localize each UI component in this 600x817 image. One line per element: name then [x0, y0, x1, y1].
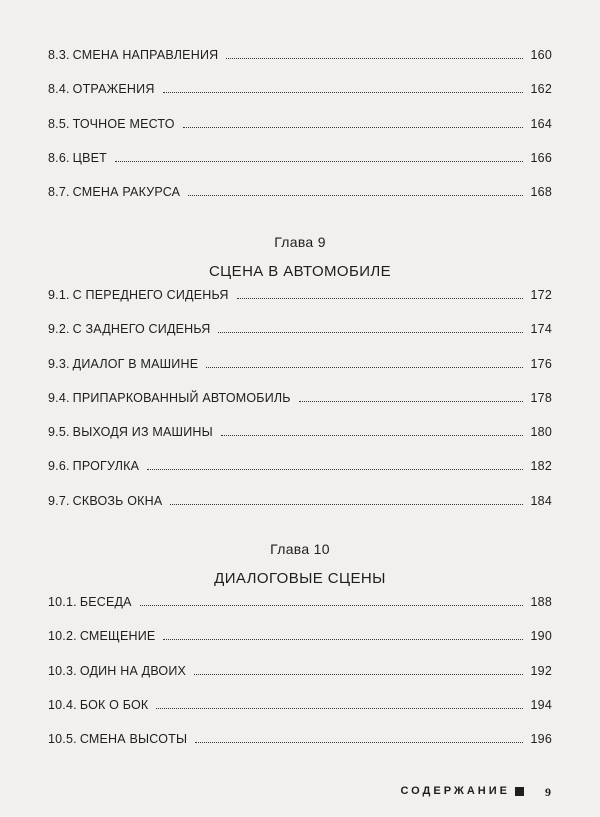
entry-number: 9.2.	[48, 322, 70, 337]
dot-leader	[194, 674, 522, 675]
entry-page-number: 174	[530, 322, 552, 337]
dot-leader	[221, 435, 523, 436]
toc-entry	[48, 185, 552, 219]
dot-leader	[156, 708, 522, 709]
dot-leader	[237, 298, 523, 299]
dot-leader	[163, 639, 522, 640]
entry-page-number: 188	[530, 595, 552, 609]
chapter-heading-9	[0, 234, 600, 280]
entry-number: 10.3.	[48, 663, 77, 678]
toc-entry	[48, 732, 552, 766]
entry-number: 9.7.	[48, 493, 70, 508]
dot-leader	[299, 401, 523, 402]
entry-page-number: 160	[530, 48, 552, 62]
dot-leader	[226, 58, 522, 59]
entry-number: 8.5.	[48, 116, 70, 131]
chapter-title: СЦЕНА В АВТОМОБИЛЕ	[208, 263, 392, 280]
entry-title: СМЕЩЕНИЕ	[79, 629, 156, 644]
entry-page-number: 196	[530, 732, 552, 747]
entry-number: 9.4.	[48, 390, 70, 405]
toc-entry	[48, 629, 552, 663]
entry-title: СМЕНА РАКУРСА	[72, 185, 181, 200]
toc-entry	[48, 391, 552, 425]
toc-entry	[48, 82, 552, 116]
dot-leader	[140, 605, 523, 606]
entry-number: 10.1.	[48, 595, 77, 609]
toc-entry	[48, 357, 552, 391]
toc-entry	[48, 48, 552, 82]
entry-title: ПРИПАРКОВАННЫЙ АВТОМОБИЛЬ	[72, 390, 291, 405]
entry-title: С ЗАДНЕГО СИДЕНЬЯ	[72, 322, 211, 337]
toc-entry	[48, 698, 552, 732]
dot-leader	[218, 332, 522, 333]
toc-section-chapter-10	[48, 595, 552, 766]
toc-entry	[48, 151, 552, 185]
dot-leader	[188, 195, 522, 196]
toc-entry	[48, 664, 552, 698]
entry-page-number: 184	[530, 493, 552, 508]
entry-page-number: 182	[530, 459, 552, 474]
entry-title: СМЕНА ВЫСОТЫ	[79, 732, 188, 747]
entry-number: 9.1.	[48, 288, 70, 302]
toc-entry	[48, 322, 552, 356]
entry-page-number: 194	[530, 697, 552, 712]
toc-entry	[48, 595, 552, 629]
chapter-label: Глава 9	[274, 234, 326, 250]
entry-number: 9.5.	[48, 425, 70, 440]
entry-number: 10.4.	[48, 697, 77, 712]
entry-number: 10.2.	[48, 629, 77, 644]
page-number: 9	[545, 785, 551, 799]
entry-page-number: 180	[530, 425, 552, 440]
entry-title: ВЫХОДЯ ИЗ МАШИНЫ	[72, 425, 213, 440]
entry-page-number: 176	[530, 356, 552, 371]
chapter-label: Глава 10	[270, 541, 330, 557]
entry-title: ДИАЛОГ В МАШИНЕ	[72, 356, 199, 371]
page-footer	[0, 785, 600, 805]
entry-title: ТОЧНОЕ МЕСТО	[72, 116, 175, 131]
entry-page-number: 166	[530, 150, 552, 165]
entry-number: 9.6.	[48, 459, 70, 474]
dot-leader	[147, 469, 522, 470]
dot-leader	[206, 367, 522, 368]
entry-title: ПРОГУЛКА	[72, 459, 140, 474]
toc-section-top	[48, 48, 552, 219]
toc-entry	[48, 459, 552, 493]
entry-page-number: 168	[530, 185, 552, 200]
entry-page-number: 162	[530, 82, 552, 97]
entry-page-number: 192	[530, 663, 552, 678]
entry-page-number: 172	[530, 288, 552, 302]
entry-page-number: 178	[530, 390, 552, 405]
entry-number: 8.6.	[48, 150, 70, 165]
entry-title: БОК О БОК	[79, 697, 149, 712]
toc-section-chapter-9	[48, 288, 552, 528]
dot-leader	[115, 161, 523, 162]
running-footer-label: СОДЕРЖАНИЕ	[400, 785, 510, 797]
entry-page-number: 190	[530, 629, 552, 644]
dot-leader	[195, 742, 522, 743]
toc-entry	[48, 494, 552, 528]
entry-title: СКВОЗЬ ОКНА	[72, 493, 163, 508]
entry-title: СМЕНА НАПРАВЛЕНИЯ	[72, 48, 219, 62]
entry-title: ОТРАЖЕНИЯ	[72, 82, 155, 97]
entry-title: БЕСЕДА	[79, 595, 132, 609]
entry-number: 8.3.	[48, 48, 70, 62]
entry-title: ОДИН НА ДВОИХ	[79, 663, 187, 678]
square-ornament-icon	[515, 787, 524, 796]
entry-number: 8.4.	[48, 82, 70, 97]
chapter-title: ДИАЛОГОВЫЕ СЦЕНЫ	[214, 570, 386, 587]
entry-number: 8.7.	[48, 185, 70, 200]
toc-entry	[48, 288, 552, 322]
entry-page-number: 164	[530, 116, 552, 131]
entry-title: ЦВЕТ	[72, 150, 108, 165]
chapter-heading-10	[0, 541, 600, 587]
dot-leader	[163, 92, 523, 93]
entry-number: 10.5.	[48, 732, 77, 747]
dot-leader	[170, 504, 522, 505]
entry-title: С ПЕРЕДНЕГО СИДЕНЬЯ	[72, 288, 229, 302]
dot-leader	[183, 127, 523, 128]
entry-number: 9.3.	[48, 356, 70, 371]
toc-entry	[48, 425, 552, 459]
toc-entry	[48, 117, 552, 151]
